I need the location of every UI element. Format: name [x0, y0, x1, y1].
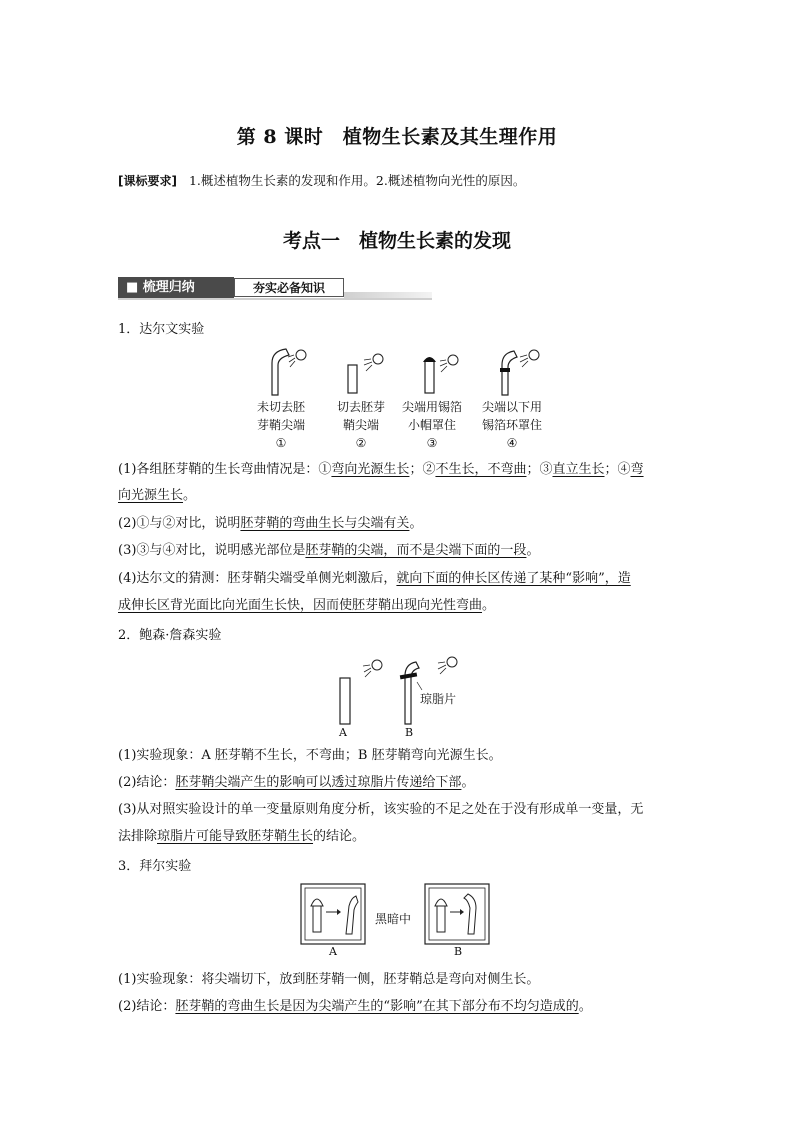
text-span: 。	[461, 775, 475, 790]
bj-label-a: A	[339, 726, 347, 739]
paal-box-b	[425, 884, 489, 944]
answer-underlined: 成伸长区背光面比向光面生长快，因而使胚芽鞘出现向光性弯曲	[118, 598, 483, 613]
darwin-caption-1	[246, 398, 316, 452]
darwin-caption-2-line2: 鞘尖端	[342, 418, 379, 432]
text-span: (2)①与②对比，说明	[118, 516, 241, 531]
darwin-p2	[118, 511, 422, 537]
darwin-caption-3	[394, 398, 470, 452]
darwin-coleoptile-1	[272, 349, 306, 395]
darwin-caption-1-number: ①	[275, 436, 287, 450]
darwin-coleoptile-2	[348, 354, 383, 393]
darwin-caption-3-line2: 小帽罩住	[407, 418, 456, 432]
darwin-caption-1-line1: 未切去胚	[256, 400, 305, 414]
bj-p3-line2	[118, 824, 365, 850]
text-span: 的结论。	[313, 829, 366, 844]
page-title: 第 8 课时 植物生长素及其生理作用	[236, 126, 558, 148]
section-title: 考点一 植物生长素的发现	[282, 230, 511, 252]
darwin-caption-3-line1: 尖端用锡箔	[401, 400, 462, 414]
darwin-heading: 1．达尔文实验	[118, 322, 205, 337]
curriculum-label: [课标要求]	[118, 174, 177, 188]
text-span: 。	[578, 999, 592, 1014]
boysen-jensen-heading: 2．鲍森·詹森实验	[118, 628, 222, 643]
darwin-caption-1-line2: 芽鞘尖端	[256, 418, 305, 432]
answer-underlined: 就向下面的伸长区传递了某种“影响”，造	[396, 571, 631, 586]
darwin-experiment-figure	[250, 343, 550, 403]
darwin-p3	[118, 538, 539, 564]
bj-p2	[118, 770, 474, 796]
text-span: (3)③与④对比，说明感光部位是	[118, 543, 306, 558]
text-span: ；③	[526, 462, 553, 477]
answer-underlined: 胚芽鞘的尖端，而不是尖端下面的一段	[305, 543, 527, 558]
curriculum-requirement	[118, 171, 525, 189]
bj-p3-line1: (3)从对照实验设计的单一变量原则角度分析，该实验的不足之处在于没有形成单一变量，无	[118, 802, 644, 817]
darwin-p4-line1	[118, 566, 631, 592]
text-span: (1)各组胚芽鞘的生长弯曲情况是：①	[118, 462, 332, 477]
darwin-coleoptile-3	[423, 355, 458, 393]
text-span: ；②	[409, 462, 436, 477]
darwin-p1-line1	[118, 457, 644, 483]
bj-p1: (1)实验现象：A 胚芽鞘不生长，不弯曲；B 胚芽鞘弯向光源生长。	[118, 748, 502, 763]
text-span: (2)结论：	[118, 999, 176, 1014]
darwin-caption-2-number: ②	[355, 436, 367, 450]
darwin-caption-4	[472, 398, 552, 452]
darwin-caption-2-line1: 切去胚芽	[336, 400, 385, 414]
text-span: 。	[482, 598, 496, 613]
answer-underlined: 胚芽鞘的弯曲生长与尖端有关	[240, 516, 410, 531]
banner-right-label: 夯实必备知识	[234, 278, 344, 297]
answer-underlined: 向光源生长	[118, 488, 184, 503]
text-span: (2)结论：	[118, 775, 176, 790]
text-span: 。	[526, 543, 540, 558]
bj-coleoptile-a	[340, 660, 382, 724]
answer-underlined: 弯向光源生长	[331, 462, 410, 477]
text-span: (4)达尔文的猜测：胚芽鞘尖端受单侧光刺激后，	[118, 571, 397, 586]
curriculum-text: 1.概述植物生长素的发现和作用。2.概述植物向光性的原因。	[188, 173, 526, 188]
answer-underlined: 胚芽鞘的弯曲生长是因为尖端产生的“影响”在其下部分布不均匀造成的	[175, 999, 579, 1014]
text-span: 。	[409, 516, 423, 531]
answer-underlined: 胚芽鞘尖端产生的影响可以透过琼脂片传递给下部	[175, 775, 462, 790]
paal-p1: (1)实验现象：将尖端切下，放到胚芽鞘一侧，胚芽鞘总是弯向对侧生长。	[118, 972, 540, 987]
darwin-p1-line2	[118, 483, 196, 509]
text-span: 。	[183, 488, 197, 503]
text-span: 法排除	[118, 829, 158, 844]
answer-underlined: 直立生长	[552, 462, 605, 477]
section-banner	[118, 277, 432, 300]
darwin-coleoptile-4	[500, 350, 539, 395]
paal-box-a	[301, 884, 365, 944]
darwin-caption-4-line1: 尖端以下用	[481, 400, 542, 414]
paal-label-b: B	[454, 945, 463, 958]
bj-label-b: B	[405, 726, 414, 739]
paal-label-a: A	[329, 945, 337, 958]
answer-underlined: 不生长，不弯曲	[435, 462, 527, 477]
agar-block-label: 琼脂片	[420, 692, 457, 706]
banner-left-label: ■ 梳理归纳	[118, 277, 234, 298]
paal-dark-label: 黑暗中	[375, 912, 412, 926]
paal-p2	[118, 994, 592, 1020]
darwin-caption-4-line2: 锡箔环罩住	[481, 418, 542, 432]
darwin-caption-4-number: ④	[506, 436, 518, 450]
answer-underlined: 弯	[630, 462, 644, 477]
answer-underlined: 琼脂片可能导致胚芽鞘生长	[157, 829, 314, 844]
banner-underline	[118, 298, 432, 300]
text-span: ；④	[604, 462, 631, 477]
darwin-p4-line2	[118, 593, 495, 619]
darwin-caption-3-number: ③	[426, 436, 438, 450]
paal-heading: 3．拜尔实验	[118, 859, 192, 874]
darwin-caption-2	[326, 398, 396, 452]
